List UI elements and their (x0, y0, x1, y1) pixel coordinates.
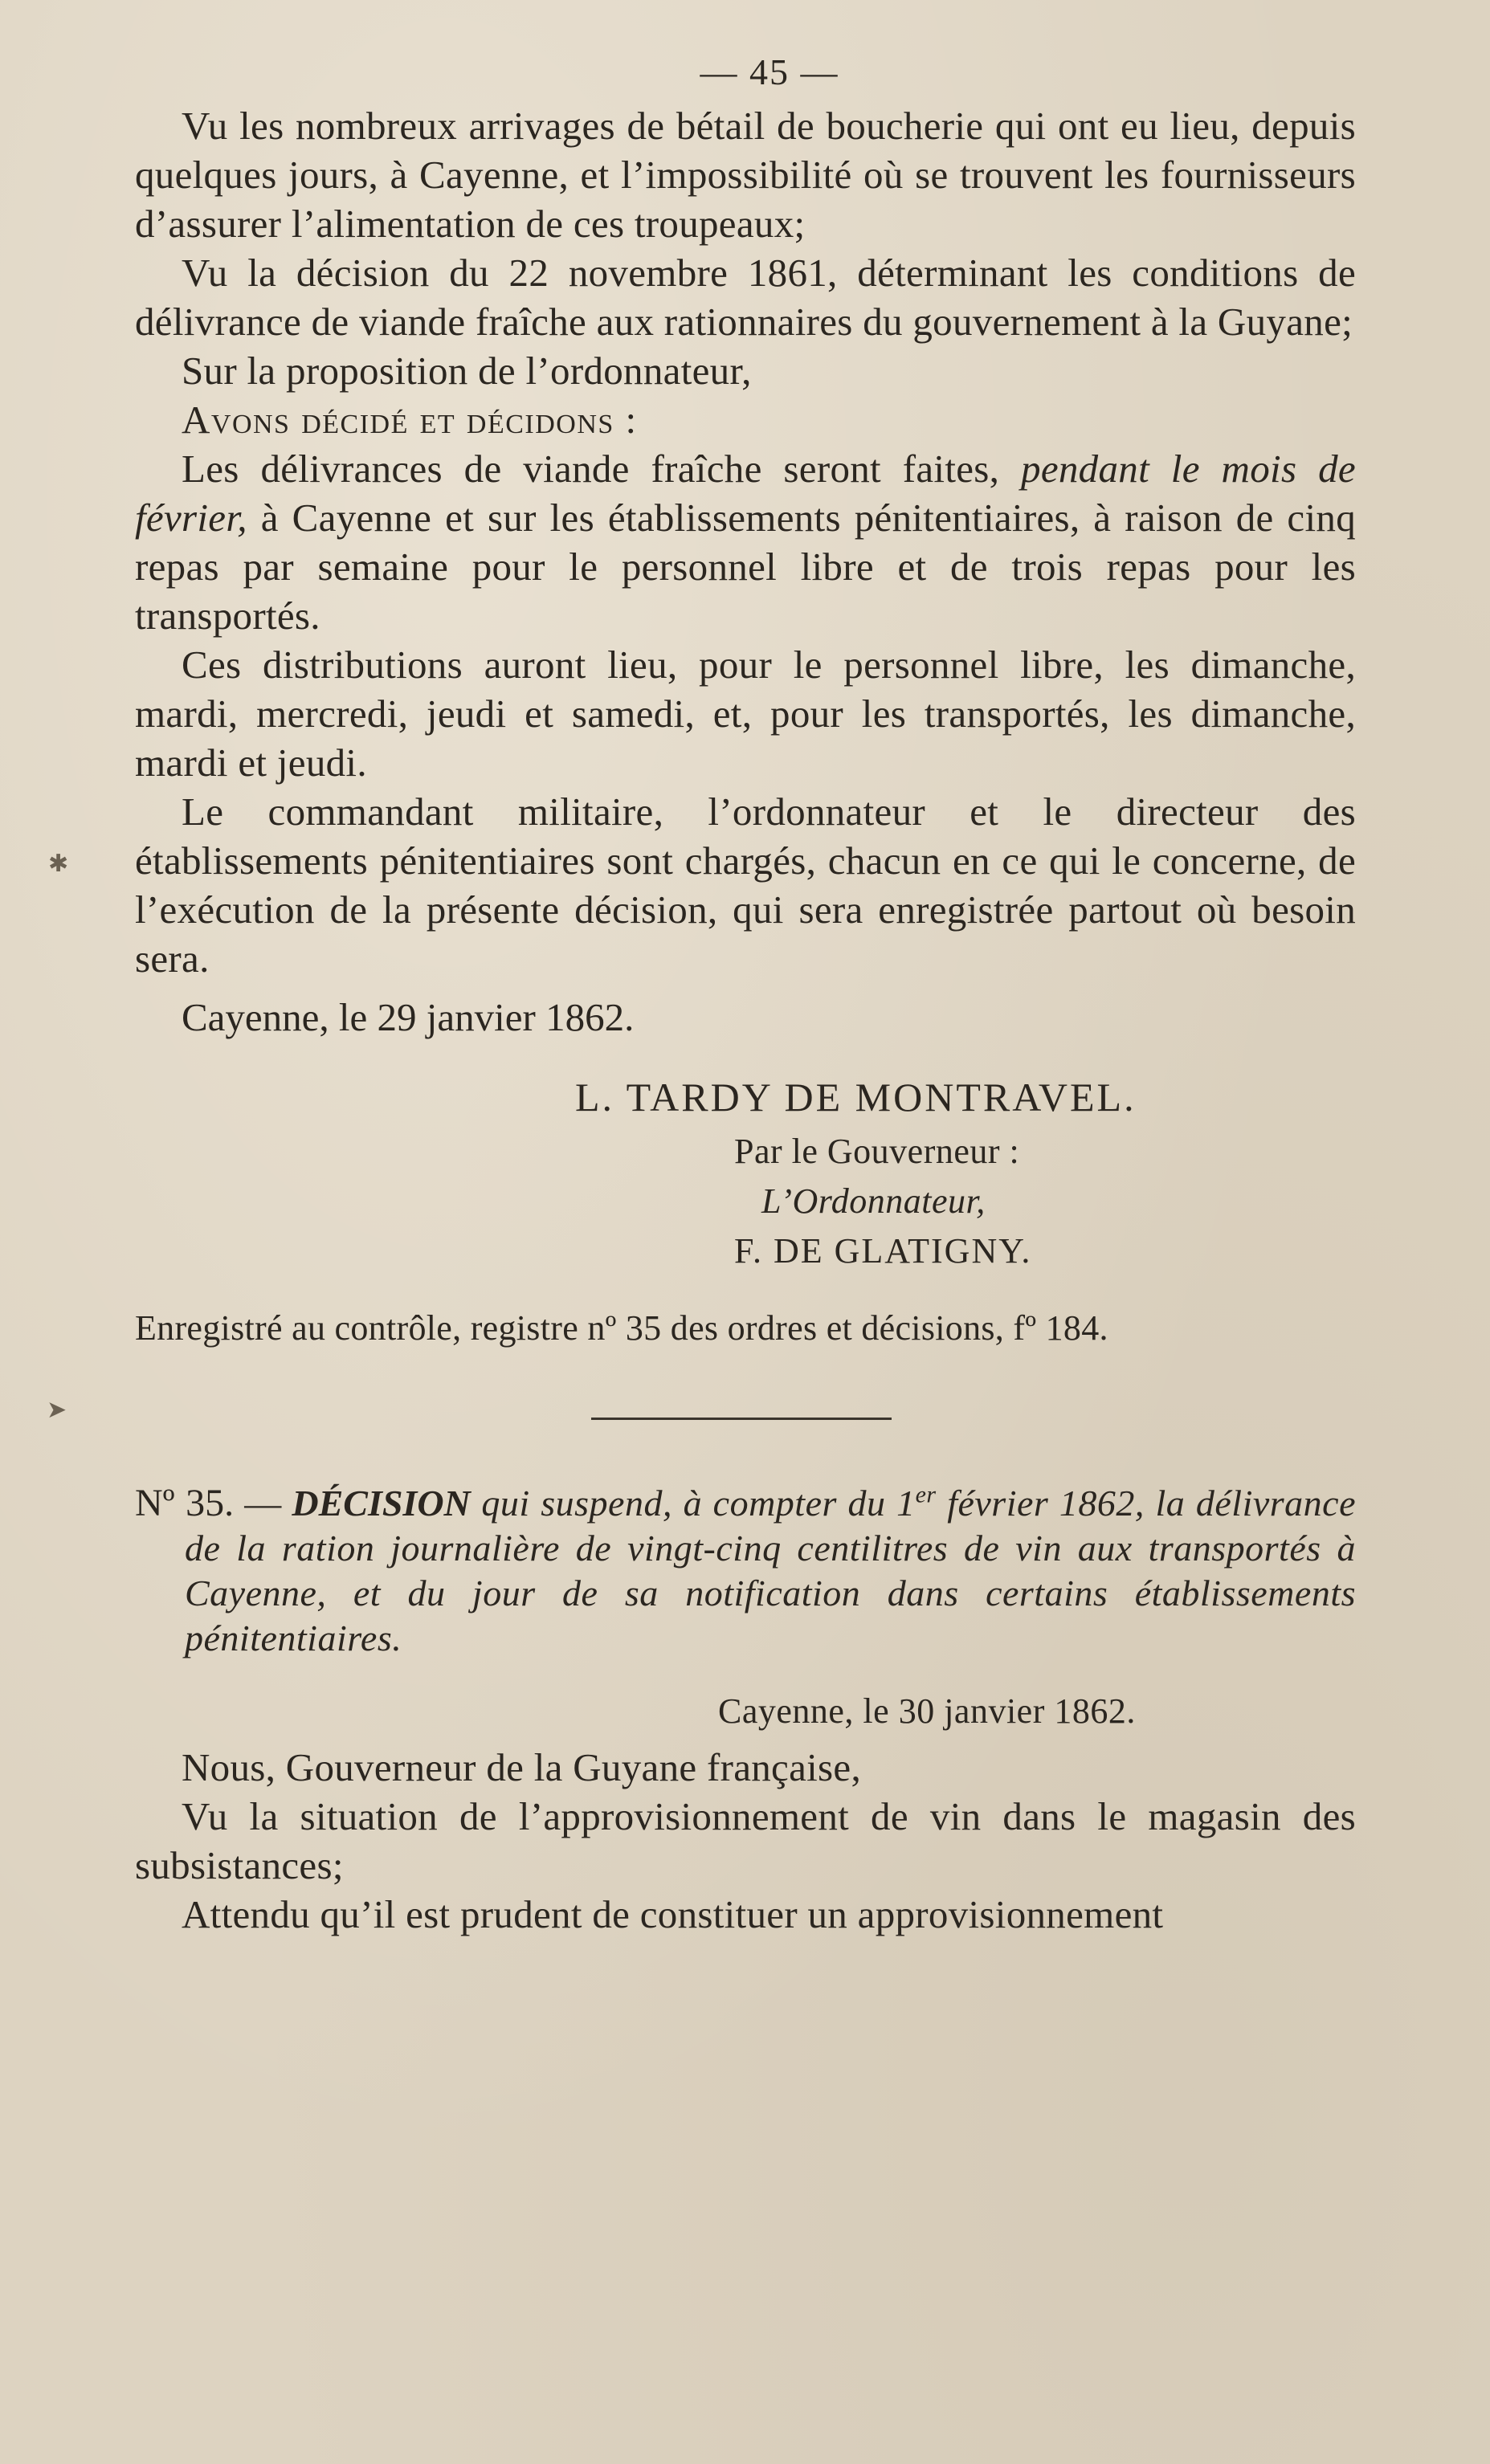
decision-summary-b: février 1862, la délivrance de la ration journalière de vingt-cinq centilitres de vin aux transportés à Cayenne, et du jour de sa notification dans certains établissements pénitentiaires. (185, 1483, 1357, 1658)
signature-role: L’Ordonnateur, (761, 1181, 986, 1221)
paragraph-arrivages: Vu les nombreux arrivages de bétail de boucherie qui ont eu lieu, depuis quelques jours, à Cayenne, et l’impossibilité où se trouvent les fournisseurs d’assurer l’alimentation de ces troupeaux; (135, 104, 1356, 246)
margin-mark-bottom: ➤ (47, 1396, 67, 1424)
paragraph-distributions: Ces distributions auront lieu, pour le personnel libre, les dimanche, mardi, mercredi, jeudi et samedi, et, pour les transportés, les dimanche, mardi et jeudi. (135, 643, 1356, 785)
place-date: Cayenne, le 29 janvier 1862. (182, 995, 635, 1039)
page-number: — 45 — (700, 51, 839, 92)
decision-summary-sup: er (915, 1481, 937, 1508)
paragraph-nous: Nous, Gouverneur de la Guyane française, (182, 1745, 862, 1789)
delivrances-text-start: Les délivrances de viande fraîche seront faites, (182, 447, 1022, 491)
decision-title: DÉCISION (292, 1483, 471, 1524)
signature-governor: L. TARDY DE MONTRAVEL. (575, 1075, 1137, 1120)
decree-formula: Avons décidé et décidons : (182, 398, 638, 442)
delivrances-italic-period: pendant le mois de février, (135, 447, 1356, 540)
margin-mark-top: ✱ (48, 850, 69, 878)
document-page (135, 48, 1356, 1939)
paragraph-delivrances (135, 444, 1356, 640)
decision-summary-a: qui suspend, à compter du 1 (470, 1483, 916, 1524)
signature-by-governor: Par le Gouverneur : (734, 1132, 1020, 1171)
signature-signer: F. DE GLATIGNY. (734, 1231, 1032, 1271)
registration-note: Enregistré au contrôle, registre nº 35 des ordres et décisions, fº 184. (135, 1308, 1108, 1348)
decision-heading (135, 1481, 1356, 1661)
decision-date: Cayenne, le 30 janvier 1862. (718, 1691, 1136, 1731)
paragraph-execution: Le commandant militaire, l’ordonnateur et le directeur des établissements pénitentiaires sont chargés, chacun en ce qui le concerne, de l’exécution de la présente décision, qui sera enregistrée partout où besoin sera. (135, 789, 1356, 981)
paragraph-decision-reference: Vu la décision du 22 novembre 1861, déterminant les conditions de délivrance de viande fraîche aux rationnaires du gouvernement à la Guyane; (135, 251, 1356, 344)
paragraph-proposition: Sur la proposition de l’ordonnateur, (182, 349, 752, 393)
paragraph-vu-situation: Vu la situation de l’approvisionnement de vin dans le magasin des subsistances; (135, 1794, 1356, 1887)
paragraph-attendu: Attendu qu’il est prudent de constituer un approvisionnement (182, 1892, 1164, 1936)
decision-dash: — (234, 1483, 292, 1524)
decision-number: Nº 35. (135, 1482, 235, 1524)
delivrances-text-end: à Cayenne et sur les établissements pénitentiaires, à raison de cinq repas par semaine pour le personnel libre et de trois repas pour les transportés. (135, 496, 1356, 638)
section-divider (591, 1418, 892, 1420)
